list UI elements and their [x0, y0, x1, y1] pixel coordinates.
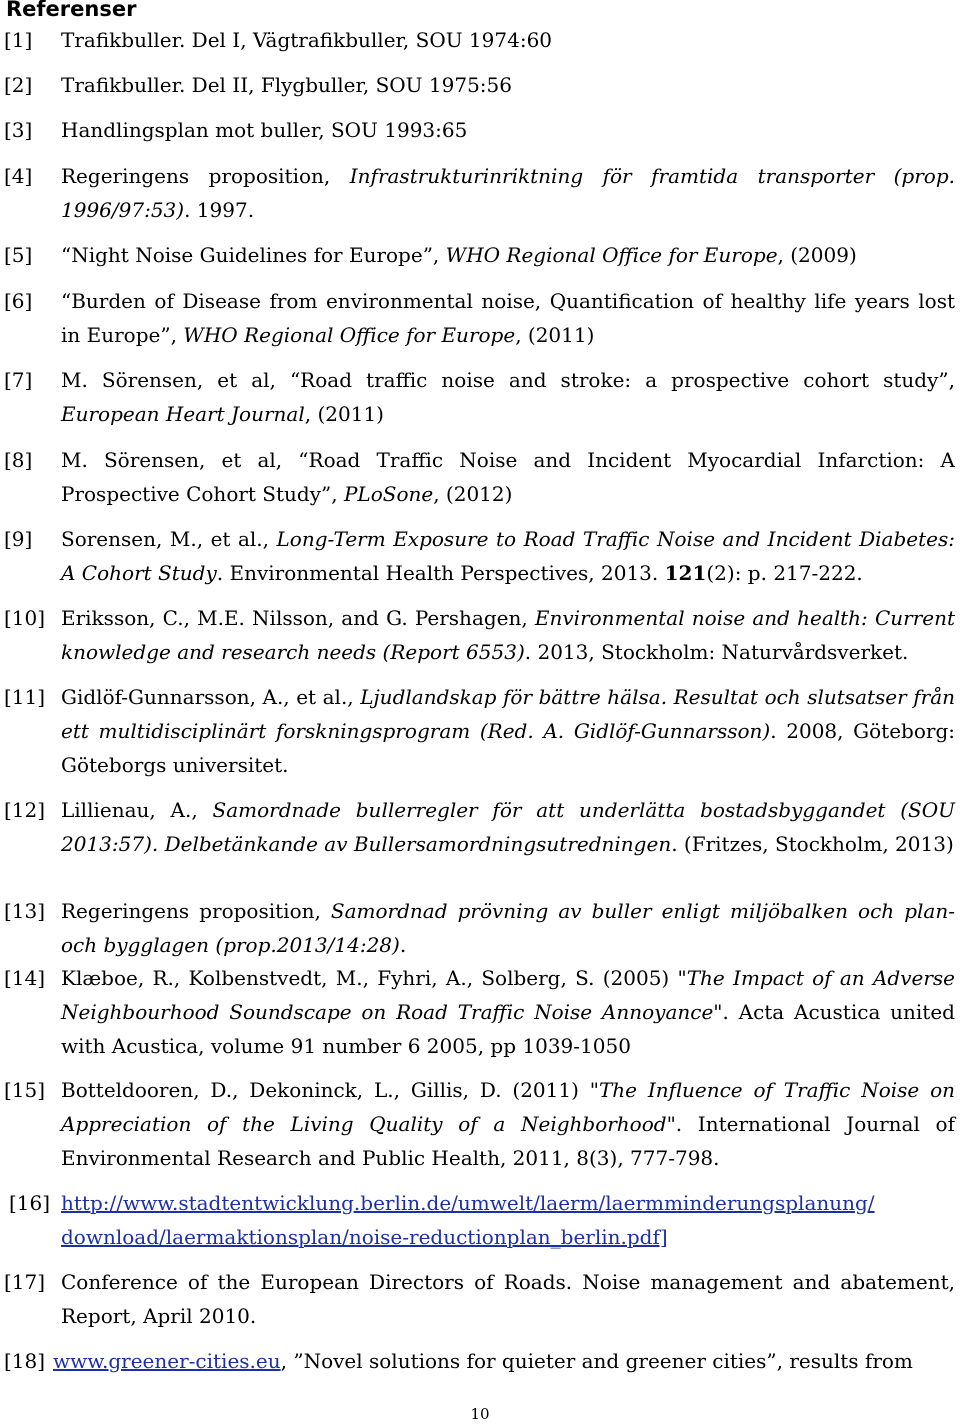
reference-number: [15]: [4, 1078, 46, 1102]
reference-text: Regeringens proposition, Samordnad prövning av buller enligt miljöbalken och plan- och bygglagen (prop.2013/14:28).: [61, 899, 955, 957]
reference-text: Botteldooren, D., Dekoninck, L., Gillis, D. (2011) "The Influence of Traffic Noise on Appreciation of the Living Quality of a Neighborhood". International Journal of Environmental Research and Public Health, 2011, 8(3), 777-798.: [61, 1078, 955, 1170]
reference-text: M. Sörensen, et al, “Road traffic noise and stroke: a prospective cohort study”, European Heart Journal, (2011): [61, 368, 955, 426]
reference-text: Trafikbuller. Del I, Vägtrafikbuller, SOU 1974:60: [61, 28, 553, 52]
reference-number: [8]: [4, 448, 33, 472]
reference-number: [10]: [4, 606, 46, 630]
reference-text: Regeringens proposition, Infrastrukturinriktning för framtida transporter (prop. 1996/97:53). 1997.: [61, 164, 955, 222]
reference-number: [13]: [4, 899, 46, 923]
reference-link[interactable]: www.greener-cities.eu: [53, 1349, 281, 1373]
reference-number: [16]: [9, 1191, 51, 1215]
reference-text: “Night Noise Guidelines for Europe”, WHO Regional Office for Europe, (2009): [61, 243, 857, 267]
reference-text: “Burden of Disease from environmental noise, Quantification of healthy life years lost in Europe”, WHO Regional Office for Europe, (2011): [61, 289, 955, 347]
reference-text: Conference of the European Directors of Roads. Noise management and abatement, Report, April 2010.: [61, 1270, 955, 1328]
reference-number: [1]: [4, 28, 33, 52]
references-heading: Referenser: [6, 0, 137, 21]
reference-number: [11]: [4, 685, 46, 709]
reference-number: [18]: [4, 1349, 46, 1373]
reference-text: [61, 1186, 955, 1254]
reference-text: Sorensen, M., et al., Long-Term Exposure to Road Traffic Noise and Incident Diabetes: A Cohort Study. Environmental Health Perspectives, 2013. 121(2): p. 217-222.: [61, 527, 955, 585]
reference-number: [3]: [4, 118, 33, 142]
reference-text: Gidlöf-Gunnarsson, A., et al., Ljudlandskap för bättre hälsa. Resultat och slutsatser från ett multidisciplinärt forskningsprogram (Red. A. Gidlöf-Gunnarsson). 2008, Göteborg: Göteborgs universitet.: [61, 685, 956, 777]
reference-text: Trafikbuller. Del II, Flygbuller, SOU 1975:56: [61, 73, 512, 97]
reference-text: Eriksson, C., M.E. Nilsson, and G. Pershagen, Environmental noise and health: Current knowledge and research needs (Report 6553). 2013, Stockholm: Naturvårdsverket.: [61, 606, 956, 664]
reference-number: [9]: [4, 527, 33, 551]
reference-text: Lillienau, A., Samordnade bullerregler för att underlätta bostadsbyggandet (SOU 2013:57). Delbetänkande av Bullersamordningsutredningen. (Fritzes, Stockholm, 2013): [61, 798, 955, 856]
reference-number: [14]: [4, 966, 46, 990]
reference-text: www.greener-cities.eu, ”Novel solutions for quieter and greener cities”, results from: [53, 1349, 913, 1373]
page-number: 10: [470, 1405, 490, 1423]
reference-number: [17]: [4, 1270, 46, 1294]
reference-link[interactable]: http://www.stadtentwicklung.berlin.de/umwelt/laerm/laermminderungsplanung/: [61, 1191, 875, 1215]
reference-number: [2]: [4, 73, 33, 97]
reference-text: Handlingsplan mot buller, SOU 1993:65: [61, 118, 468, 142]
reference-number: [6]: [4, 289, 33, 313]
reference-text: Klæboe, R., Kolbenstvedt, M., Fyhri, A., Solberg, S. (2005) "The Impact of an Adverse Neighbourhood Soundscape on Road Traffic Noise Annoyance". Acta Acustica united with Acustica, volume 91 number 6 2005, pp 1039-1050: [61, 966, 955, 1058]
reference-number: [5]: [4, 243, 33, 267]
reference-text: M. Sörensen, et al, “Road Traffic Noise and Incident Myocardial Infarction: A Prospective Cohort Study”, PLoSone, (2012): [61, 448, 955, 506]
reference-link[interactable]: download/laermaktionsplan/noise-reductionplan_berlin.pdf]: [61, 1225, 668, 1249]
reference-number: [7]: [4, 368, 33, 392]
reference-number: [12]: [4, 798, 46, 822]
reference-number: [4]: [4, 164, 33, 188]
